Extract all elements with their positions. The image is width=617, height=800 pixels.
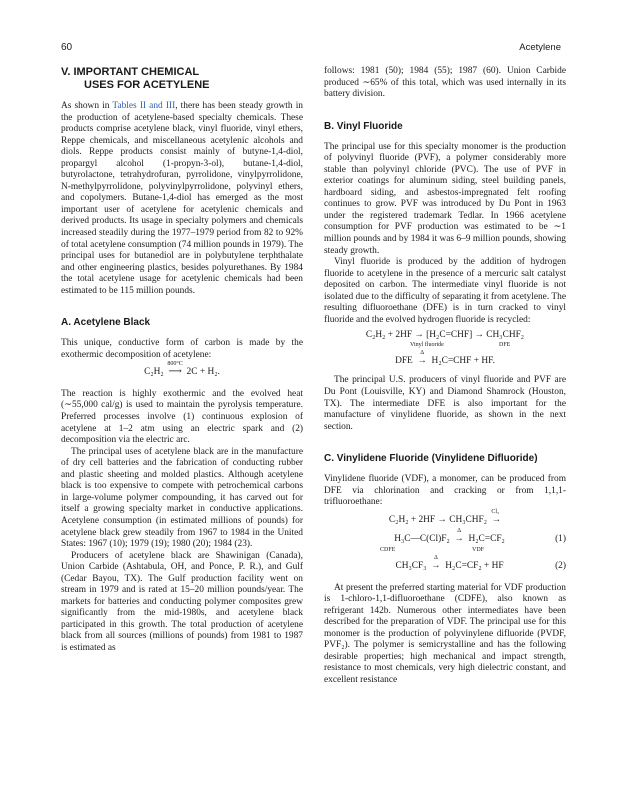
eq-right: H₂C=CF₂ <box>468 534 505 545</box>
section-b-heading: B. Vinyl Fluoride <box>324 120 403 132</box>
eq-condition: Δ <box>420 349 425 356</box>
reaction-arrow: Δ → <box>428 554 443 571</box>
equation-acetylene-black <box>61 361 303 379</box>
reaction-arrow: Δ → <box>452 528 467 545</box>
section-a-paragraph-4: Producers of acetylene black are Shawinigan (Canada), Union Carbide (Ashtabula, OH, and Ponce, P. R.), and Gulf (Cedar Bayou, TX). The Gulf production facility went on stream in 1979 and is rated at 15–20 million pounds/year. The markets for batteries and conducting polymer composites grew significantly from the mid-1980s, and acetylene black participated in this growth. The total production of acetylene black from all sources (millions of pounds) from 1981 to 1987 is estimated as <box>61 550 303 653</box>
equation-vinyl-fluoride: C₂H₂ + 2HF → [H₂C=CHF] → CH₃CHF₂ <box>365 330 525 341</box>
section-b-paragraph-2: Vinyl fluoride is produced by the addition of hydrogen fluoride to acetylene in the presence of a mercuric salt catalyst deposited on carbon. The intermediate vinyl fluoride is not isolated due to the difficulty of separating it from acetylene. The resulting difluoroethane (DFE) is in turn cracked to vinyl fluoride and the evolved hydrogen fluoride is recycled: <box>324 257 566 325</box>
section-b-paragraph-1: The principal use for this specialty monomer is the production of polyvinyl fluoride (PVF), a polymer considerably more stable than polyvinyl chloride (PVC). The use of PVF in exterior coatings for aluminum siding, steel building panels, hardboard siding, and asbestos-impregnated felt roofing continues to grow. PVF was introduced by Du Pont in 1963 under the registered trademark Tedlar. In 1966 acetylene consumption for PVF production was estimated to be ∼1 million pounds and by 1984 it was 6–9 million pounds, showing steady growth. <box>324 141 566 256</box>
reaction-arrow: 800°C ⟶ <box>166 361 185 378</box>
eq-right: H₂C=CHF + HF. <box>431 355 495 366</box>
section-v-heading <box>61 66 303 92</box>
equation-dfe-cracking <box>324 349 566 368</box>
section-v-title-line2: USES FOR ACETYLENE <box>84 79 210 91</box>
label-vdf: VDF <box>472 546 485 553</box>
equation-vdf-2 <box>324 528 566 546</box>
section-a-paragraph-1: This unique, conductive form of carbon is made by the exothermic decomposition of acetylene: <box>61 338 303 360</box>
eq-condition: Δ <box>433 554 438 561</box>
section-c-heading: C. Vinylidene Fluoride (Vinylidene Difluoride) <box>324 453 538 465</box>
section-b-paragraph-3: The principal U.S. producers of vinyl fluoride and PVF are Du Pont (Louisville, KY) and Diamond Shamrock (Houston, TX). The intermediate DFE is also important for the manufacture of vinylidene fluoride, as shown in the next section. <box>324 375 566 432</box>
right-column <box>324 66 566 686</box>
equation-labels <box>324 342 566 352</box>
section-c-paragraph-2: At present the preferred starting material for VDF production is 1-chloro-1,1-difluoroethane (CDFE), also known as refrigerant 142b. Numerous other intermediates have been described for the preparation of VDF. The principal use for this monomer is the production of polyvinylene difluoride (PVDF, PVF₂). The polymer is semicrystalline and has the following desirable properties; high mechanical and impact strength, resistance to most chemicals, very high dielectric constant, and excellent resistance <box>324 582 566 685</box>
eq-condition: 800°C <box>167 361 183 368</box>
section-a-heading: A. Acetylene Black <box>61 317 151 329</box>
eq-left: CH₃CF₃ <box>395 560 427 571</box>
eq-right: H₂C=CF₂ + HF <box>445 560 504 571</box>
text-run: As shown in <box>61 101 113 111</box>
equation-vdf-1 <box>324 508 566 527</box>
page-number: 60 <box>61 42 73 53</box>
left-column <box>61 66 303 655</box>
equation-number: (2) <box>555 560 566 571</box>
reaction-arrow: Δ → <box>415 349 430 366</box>
section-v-title-line1: V. IMPORTANT CHEMICAL <box>61 66 200 78</box>
section-c-paragraph-1: Vinylidene fluoride (VDF), a monomer, can be produced from DFE via chlorination and cracking or from 1,1,1-trifluoroethane: <box>324 474 566 508</box>
equation-labels <box>324 546 566 555</box>
eq-left: DFE <box>395 355 413 366</box>
section-a-paragraph-2: The reaction is highly exothermic and the evolved heat (∼55,000 cal/g) is used to maintain the pyrolysis temperature. Preferred processes involve (1) continuous explosion of acetylene at 1–2 atm using an electric spark and (2) decomposition via the electric arc. <box>61 388 303 446</box>
eq-left: H₃C—C(Cl)F₂ <box>394 534 450 545</box>
section-a-paragraph-3: The principal uses of acetylene black are in the manufacture of dry cell batteries and the fabrication of conducting rubber and plastic sheeting and molded plastics. Although acetylene black is too expensive to compete with petrochemical carbons in large-volume polymer compounding, it has carved out for itself a growing specialty market in conductive applications. Acetylene consumption (in estimated millions of pounds) for acetylene black grew steadily from 1967 to 1984 in the United States: 1967 (10); 1979 (19); 1980 (20); 1984 (23). <box>61 446 303 550</box>
eq-condition: Cl₂ <box>491 508 500 515</box>
text-run: , there has been steady growth in the production of acetylene-based specialty chemicals. These products comprise acetylene black, vinyl fluoride, vinyl ethers, Reppe chemicals, and miscellaneous acetylenic alcohols and diols. Reppe products consist mainly of butyne-1,4-diol, propargyl alcohol (1-propyn-3-ol), butane-1,4-diol, butyrolactone, tetrahydrofuran, pyrrolidone, vinylpyrrolidone, N-methylpyrrolidone, polyvinylpyrrolidone, polyvinyl ethers, and copolymers. Butane-1,4-diol has emerged as the most important user of acetylene for acetylenic chemicals and derived products. Its usage in specialty polymers and chemicals increased steadily during the 1977–1979 period from 82 to 92% of total acetylene consumption (74 million pounds in 1979). The principal uses for butanediol are in polybutylene terphthalate and other engineering plastics, besides polyurethanes. By 1984 the total acetylene usage for acetylenic chemicals had been estimated to be 115 million pounds. <box>61 101 303 296</box>
eq-left: C₂H₂ <box>144 367 164 378</box>
label-dfe: DFE <box>499 341 511 348</box>
eq-right: 2C + H₂. <box>186 367 220 378</box>
equation-number: (1) <box>555 534 566 545</box>
equation-vdf-3 <box>324 554 566 573</box>
label-vinyl-fluoride: Vinyl fluoride <box>410 341 444 348</box>
eq-condition: Δ <box>457 528 462 535</box>
continued-paragraph: follows: 1981 (50); 1984 (55); 1987 (60). Union Carbide produced ∼65% of this total, which was used internally in its battery division. <box>324 66 566 100</box>
reaction-arrow: Cl₂ → <box>489 508 502 525</box>
running-title: Acetylene <box>519 42 561 53</box>
label-cdfe: CDFE <box>380 546 396 553</box>
section-v-paragraph <box>61 101 303 297</box>
tables-link[interactable]: Tables II and III <box>112 101 176 111</box>
eq-text: C₂H₂ + 2HF → CH₃CHF₂ <box>388 514 487 525</box>
